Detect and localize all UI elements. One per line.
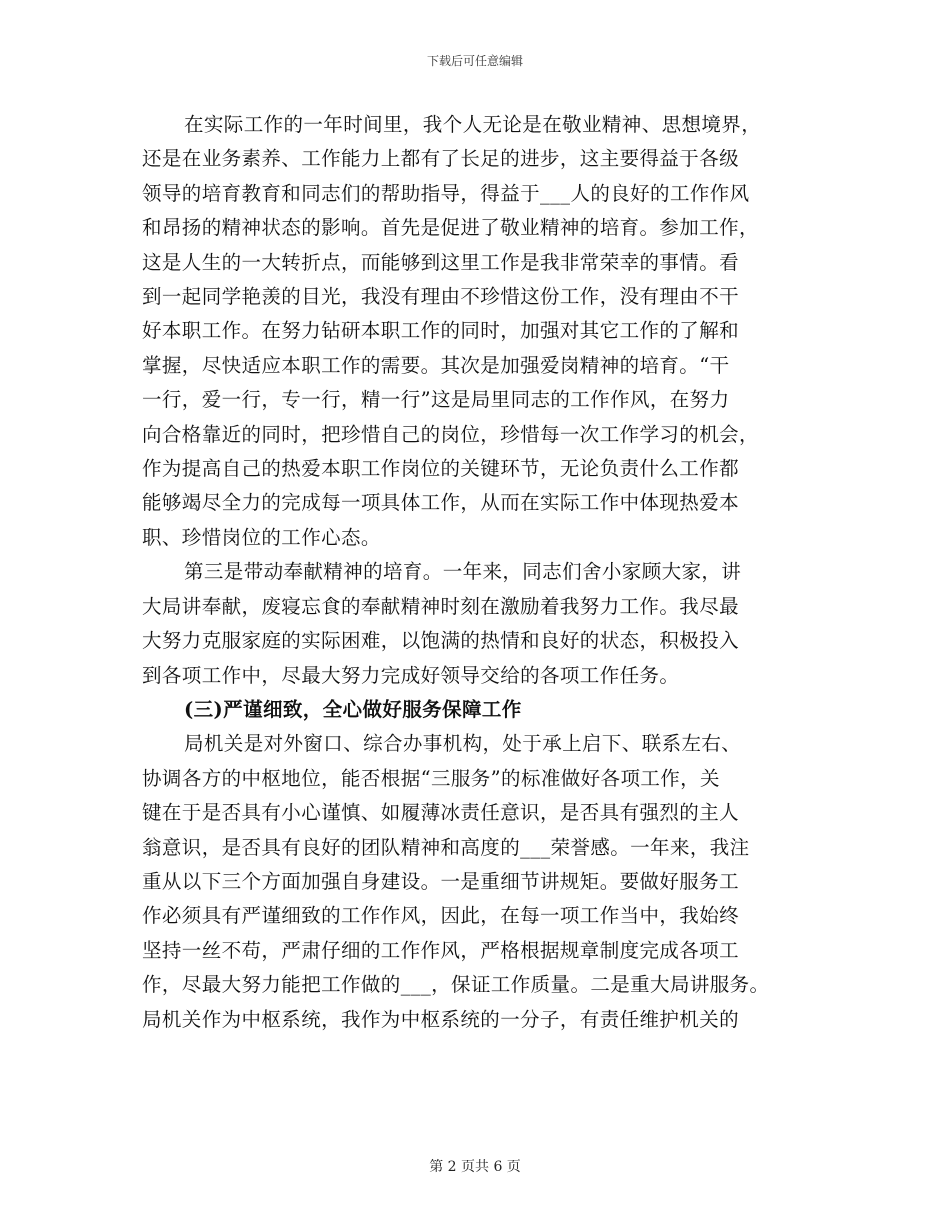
paragraph-line: 在实际工作的一年时间里，我个人无论是在敬业精神、思想境界，	[184, 113, 762, 136]
paragraph-line: 协调各方的中枢地位，能否根据“三服务”的标准做好各项工作，关	[142, 766, 720, 790]
paragraph-line: 到各项工作中，尽最大努力完成好领导交给的各项工作任务。	[142, 663, 680, 687]
paragraph-line: 局机关是对外窗口、综合办事机构，处于承上启下、联系左右、	[184, 732, 742, 756]
paragraph-line: 向合格靠近的同时，把珍惜自己的岗位，珍惜每一次工作学习的机会，	[142, 422, 759, 446]
paragraph-line: 大局讲奉献，废寝忘食的奉献精神时刻在激励着我努力工作。我尽最	[142, 594, 740, 618]
paragraph-line: 还是在业务素养、工作能力上都有了长足的进步，这主要得益于各级	[142, 147, 740, 171]
paragraph-line: 和昂扬的精神状态的影响。首先是促进了敬业精神的培育。参加工作，	[142, 216, 759, 240]
paragraph-line: 一行，爱一行，专一行，精一行”这是局里同志的工作作风，在努力	[142, 388, 730, 412]
paragraph-line: 坚持一丝不苟，严肃仔细的工作作风，严格根据规章制度完成各项工	[142, 938, 740, 962]
paragraph-line: 重从以下三个方面加强自身建设。一是重细节讲规矩。要做好服务工	[142, 869, 740, 893]
paragraph-line: 掌握，尽快适应本职工作的需要。其次是加强爱岗精神的培育。“干	[142, 353, 730, 377]
paragraph-line: 到一起同学艳羡的目光，我没有理由不珍惜这份工作，没有理由不干	[142, 285, 740, 309]
paragraph-line: 大努力克服家庭的实际困难，以饱满的热情和良好的状态，积极投入	[142, 629, 740, 653]
paragraph-line: 翁意识，是否具有良好的团队精神和高度的___荣誉感。一年来，我注	[142, 835, 750, 859]
page-footer: 第 2 页共 6 页	[429, 1159, 521, 1175]
paragraph-line: 键在于是否具有小心谨慎、如履薄冰责任意识，是否具有强烈的主人	[142, 801, 740, 825]
paragraph-line: 这是人生的一大转折点，而能够到这里工作是我非常荣幸的事情。看	[142, 250, 740, 274]
section-heading: (三)严谨细致，全心做好服务保障工作	[184, 697, 522, 721]
paragraph-line: 作为提高自己的热爱本职工作岗位的关键环节，无论负责什么工作都	[142, 457, 740, 481]
paragraph-line: 能够竭尽全力的完成每一项具体工作，从而在实际工作中体现热爱本	[142, 491, 740, 515]
paragraph-line: 局机关作为中枢系统，我作为中枢系统的一分子，有责任维护机关的	[142, 1007, 740, 1031]
document-body	[142, 108, 822, 1037]
paragraph-line: 职、珍惜岗位的工作心态。	[142, 525, 381, 549]
paragraph-line: 好本职工作。在努力钻研本职工作的同时，加强对其它工作的了解和	[142, 319, 740, 343]
paragraph-line: 领导的培育教育和同志们的帮助指导，得益于___人的良好的工作作风	[142, 181, 750, 205]
paragraph-line: 第三是带动奉献精神的培育。一年来，同志们舍小家顾大家，讲	[184, 560, 742, 584]
paragraph-line: 作，尽最大努力能把工作做的___，保证工作质量。二是重大局讲服务。	[142, 973, 770, 997]
paragraph-line: 作必须具有严谨细致的工作作风，因此，在每一项工作当中，我始终	[142, 904, 740, 928]
page-header: 下载后可任意编辑	[426, 54, 523, 68]
